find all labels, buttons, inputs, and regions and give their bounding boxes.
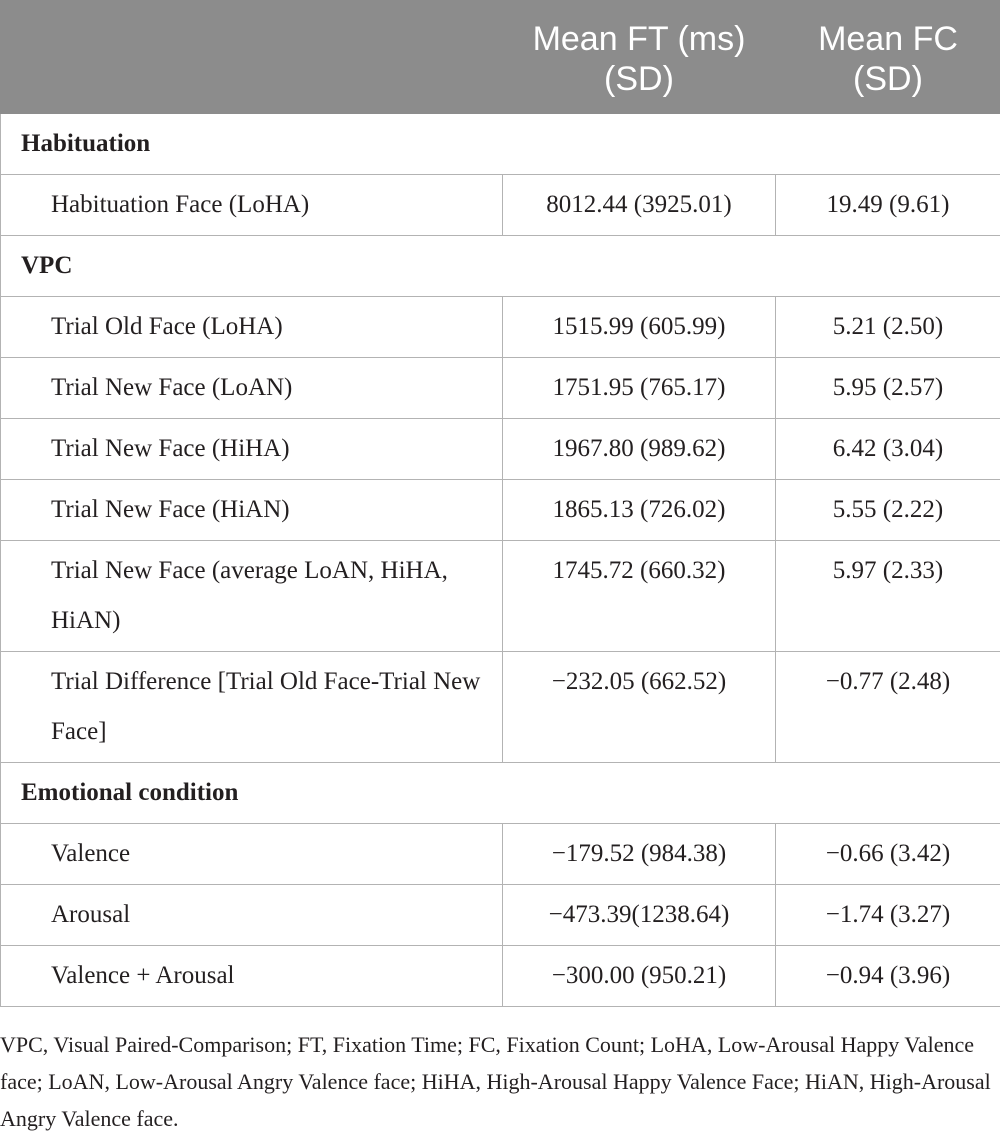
section-title: Emotional condition [1, 763, 1000, 824]
row-ft-value: 8012.44 (3925.01) [503, 175, 776, 236]
table-row [1, 652, 1000, 763]
header-empty-cell [1, 1, 503, 114]
row-ft-value: 1967.80 (989.62) [503, 419, 776, 480]
row-label: Arousal [1, 885, 503, 946]
header-mean-ft-line1: Mean FT (ms) [532, 20, 746, 58]
row-label: Valence [1, 824, 503, 885]
table-row [1, 419, 1000, 480]
row-label: Habituation Face (LoHA) [1, 175, 503, 236]
table-row [1, 480, 1000, 541]
row-ft-value: −300.00 (950.21) [503, 946, 776, 1007]
table-row [1, 297, 1000, 358]
row-label: Trial Difference [Trial Old Face-Trial New Face] [1, 652, 503, 763]
header-mean-ft-line2: (SD) [604, 60, 674, 98]
table-row [1, 946, 1000, 1007]
row-ft-value: −232.05 (662.52) [503, 652, 776, 763]
row-ft-value: −473.39(1238.64) [503, 885, 776, 946]
section-row-habituation [1, 114, 1000, 175]
header-mean-ft [503, 1, 776, 114]
header-mean-fc [776, 1, 1000, 114]
row-fc-value: 5.21 (2.50) [776, 297, 1000, 358]
section-title: VPC [1, 236, 1000, 297]
row-label: Trial New Face (average LoAN, HiHA, HiAN) [1, 541, 503, 652]
row-fc-value: 5.97 (2.33) [776, 541, 1000, 652]
table-row [1, 358, 1000, 419]
row-fc-value: 6.42 (3.04) [776, 419, 1000, 480]
row-ft-value: 1515.99 (605.99) [503, 297, 776, 358]
row-ft-value: −179.52 (984.38) [503, 824, 776, 885]
row-fc-value: −1.74 (3.27) [776, 885, 1000, 946]
row-ft-value: 1865.13 (726.02) [503, 480, 776, 541]
header-row [1, 1, 1000, 114]
row-fc-value: −0.94 (3.96) [776, 946, 1000, 1007]
section-row-vpc [1, 236, 1000, 297]
row-ft-value: 1745.72 (660.32) [503, 541, 776, 652]
table-row [1, 541, 1000, 652]
table-row [1, 175, 1000, 236]
row-ft-value: 1751.95 (765.17) [503, 358, 776, 419]
section-row-emotional [1, 763, 1000, 824]
row-label: Trial New Face (LoAN) [1, 358, 503, 419]
table-footnote: VPC, Visual Paired-Comparison; FT, Fixation Time; FC, Fixation Count; LoHA, Low-Arousal Happy Valence face; LoAN, Low-Arousal Angry Valence face; HiHA, High-Arousal Happy Valence Face; HiAN, High-Arousal Angry Valence face. [0, 1032, 991, 1131]
row-label: Trial New Face (HiAN) [1, 480, 503, 541]
header-mean-fc-line2: (SD) [853, 60, 923, 98]
header-mean-fc-line1: Mean FC [818, 20, 958, 58]
row-fc-value: 5.95 (2.57) [776, 358, 1000, 419]
row-fc-value: 19.49 (9.61) [776, 175, 1000, 236]
row-label: Trial New Face (HiHA) [1, 419, 503, 480]
row-label: Trial Old Face (LoHA) [1, 297, 503, 358]
row-fc-value: 5.55 (2.22) [776, 480, 1000, 541]
section-title: Habituation [1, 114, 1000, 175]
row-fc-value: −0.66 (3.42) [776, 824, 1000, 885]
table-row [1, 824, 1000, 885]
row-fc-value: −0.77 (2.48) [776, 652, 1000, 763]
table-row [1, 885, 1000, 946]
row-label: Valence + Arousal [1, 946, 503, 1007]
